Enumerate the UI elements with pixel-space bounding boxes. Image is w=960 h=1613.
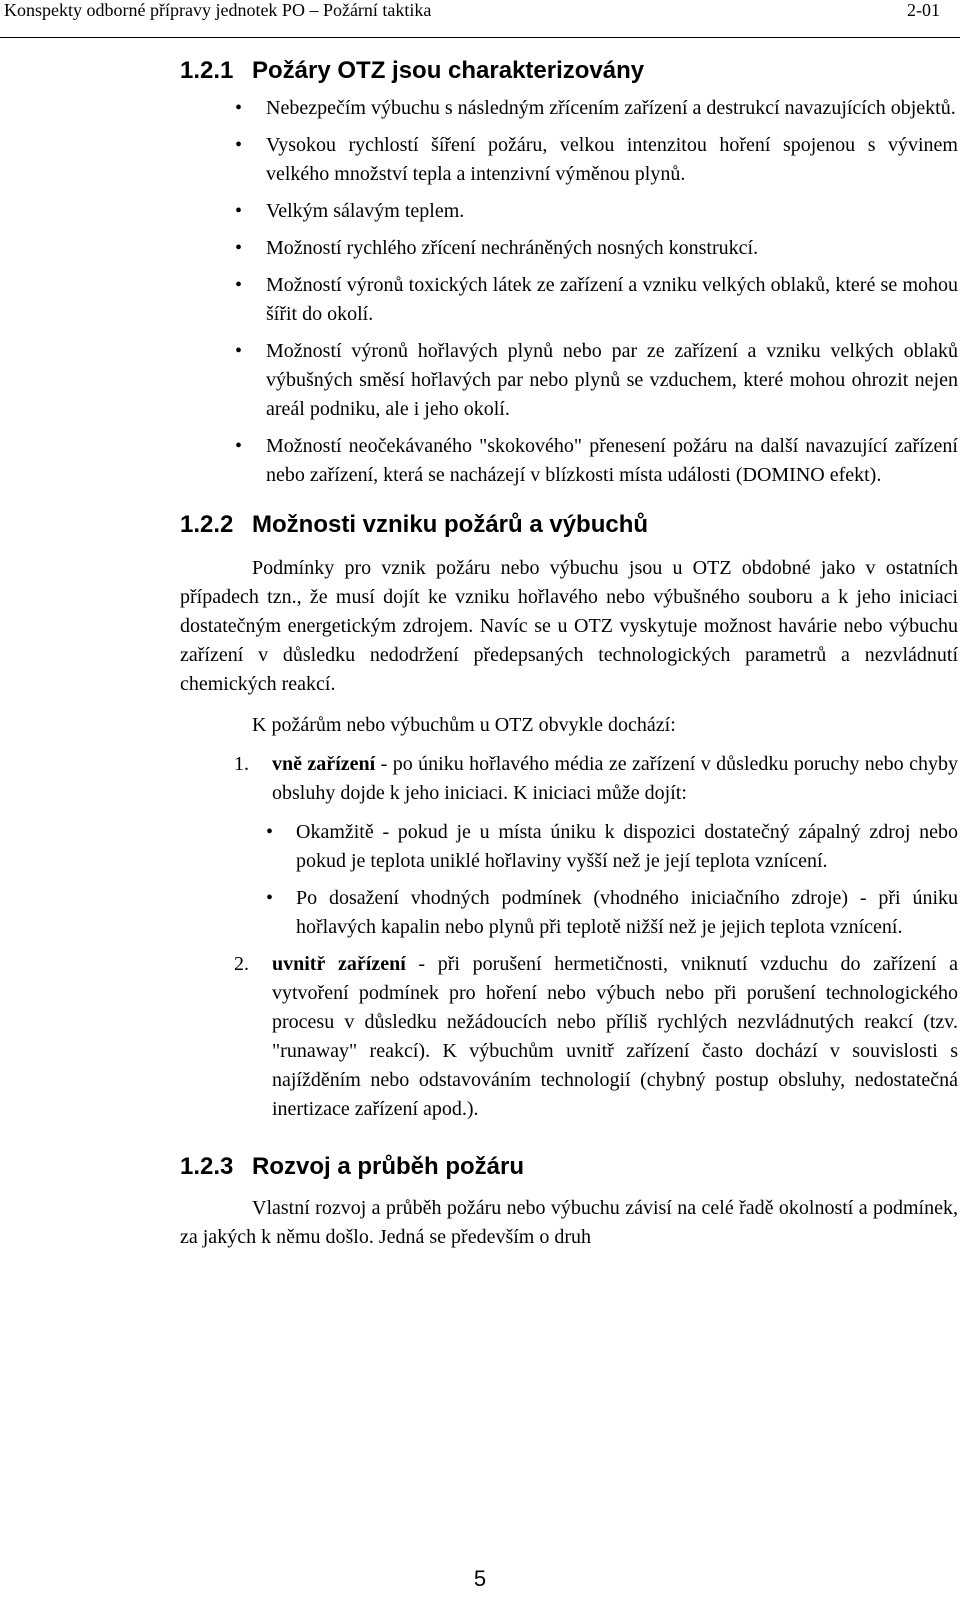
document-body xyxy=(180,56,958,1252)
numbered-list xyxy=(180,750,958,1124)
item-text: - při porušení hermetičnosti, vniknutí vzduchu do zařízení a vytvoření podmínek pro hoření nebo výbuch nebo při porušení technologického procesu v důsledku nežádoucích nebo příliš rychlých nezvládnutých reakcí (tzv. "runaway" reakcí). K výbuchům uvnitř zařízení často dochází v souvislosti s najížděním nebo odstavováním technologií (chybný postup obsluhy, nedostatečná inertizace zařízení apod.). xyxy=(272,953,958,1120)
bullet-icon: • xyxy=(235,97,243,119)
numbered-item-2 xyxy=(180,950,958,1124)
bullet-icon: • xyxy=(235,200,243,222)
item-number: 1. xyxy=(234,753,249,775)
bullet-icon: • xyxy=(235,274,243,296)
section-heading-1-2-3 xyxy=(180,1152,958,1182)
section-title: Požáry OTZ jsou charakterizovány xyxy=(252,57,645,84)
section-number: 1.2.1 xyxy=(180,57,234,84)
paragraph: K požárům nebo výbuchům u OTZ obvykle dochází: xyxy=(252,714,676,736)
header-code: 2-01 xyxy=(907,0,940,20)
sub-list-item: • Okamžitě - pokud je u místa úniku k dispozici dostatečný zápalný zdroj nebo pokud je teplota uniklé hořlaviny vyšší než je její teplota vznícení. xyxy=(180,818,958,876)
section-number: 1.2.3 xyxy=(180,1153,234,1180)
bullet-icon: • xyxy=(235,340,243,362)
sub-list-item: • Po dosažení vhodných podmínek (vhodného iniciačního zdroje) - při úniku hořlavých kapalin nebo plynů při teplotě nižší než je jejich teplota vznícení. xyxy=(180,884,958,942)
item-number: 2. xyxy=(234,953,249,975)
header-title: Konspekty odborné přípravy jednotek PO – Požární taktika xyxy=(4,0,432,20)
item-text: - po úniku hořlavého média ze zařízení v důsledku poruchy nebo chyby obsluhy dojde k jeho iniciaci. K iniciaci může dojít: xyxy=(272,753,958,804)
list-item: • Možností výronů hořlavých plynů nebo par ze zařízení a vzniku velkých oblaků výbušných směsí hořlavých par nebo plynů se vzduchem, které mohou ohrozit nejen areál podniku, ale i jeho okolí. xyxy=(180,337,958,424)
list-item: • Možností rychlého zřícení nechráněných nosných konstrukcí. xyxy=(180,234,958,263)
item-term: vně zařízení xyxy=(272,753,376,775)
sub-list xyxy=(180,818,958,942)
bullet-icon: • xyxy=(235,237,243,259)
bullet-icon: • xyxy=(266,821,274,843)
bullet-icon: • xyxy=(266,887,274,909)
list-item: • Možností neočekávaného "skokového" přenesení požáru na další navazující zařízení nebo zařízení, která se nacházejí v blízkosti místa události (DOMINO efekt). xyxy=(180,432,958,490)
list-item: • Vysokou rychlostí šíření požáru, velkou intenzitou hoření spojenou s vývinem velkého množství tepla a intenzivní výměnou plynů. xyxy=(180,131,958,189)
paragraph: Vlastní rozvoj a průběh požáru nebo výbuchu závisí na celé řadě okolností a podmínek, za jakých k němu došlo. Jedná se především o druh xyxy=(180,1197,958,1248)
paragraph: Podmínky pro vznik požáru nebo výbuchu jsou u OTZ obdobné jako v ostatních případech tzn., že musí dojít ke vzniku hořlavého nebo výbušného souboru a k jeho iniciaci dostatečným energetickým zdrojem. Navíc se u OTZ vyskytuje možnost havárie nebo výbuchu zařízení v důsledku nedodržení předepsaných technologických parametrů a nezvládnutí chemických reakcí. xyxy=(180,557,958,695)
characteristics-list xyxy=(180,94,958,490)
section-heading-1-2-2 xyxy=(180,510,958,540)
bullet-icon: • xyxy=(235,134,243,156)
bullet-icon: • xyxy=(235,435,243,457)
section-title: Možnosti vzniku požárů a výbuchů xyxy=(252,511,649,538)
list-item: • Nebezpečím výbuchu s následným zřícením zařízení a destrukcí navazujících objektů. xyxy=(180,94,958,123)
page-number: 5 xyxy=(473,1566,487,1591)
section-number: 1.2.2 xyxy=(180,511,234,538)
numbered-item-1 xyxy=(180,750,958,942)
section-heading-1-2-1 xyxy=(180,56,958,86)
page-header xyxy=(0,0,960,38)
item-term: uvnitř zařízení xyxy=(272,953,406,975)
list-item: • Možností výronů toxických látek ze zařízení a vzniku velkých oblaků, které se mohou šířit do okolí. xyxy=(180,271,958,329)
section-title: Rozvoj a průběh požáru xyxy=(252,1153,525,1180)
list-item: • Velkým sálavým teplem. xyxy=(180,197,958,226)
